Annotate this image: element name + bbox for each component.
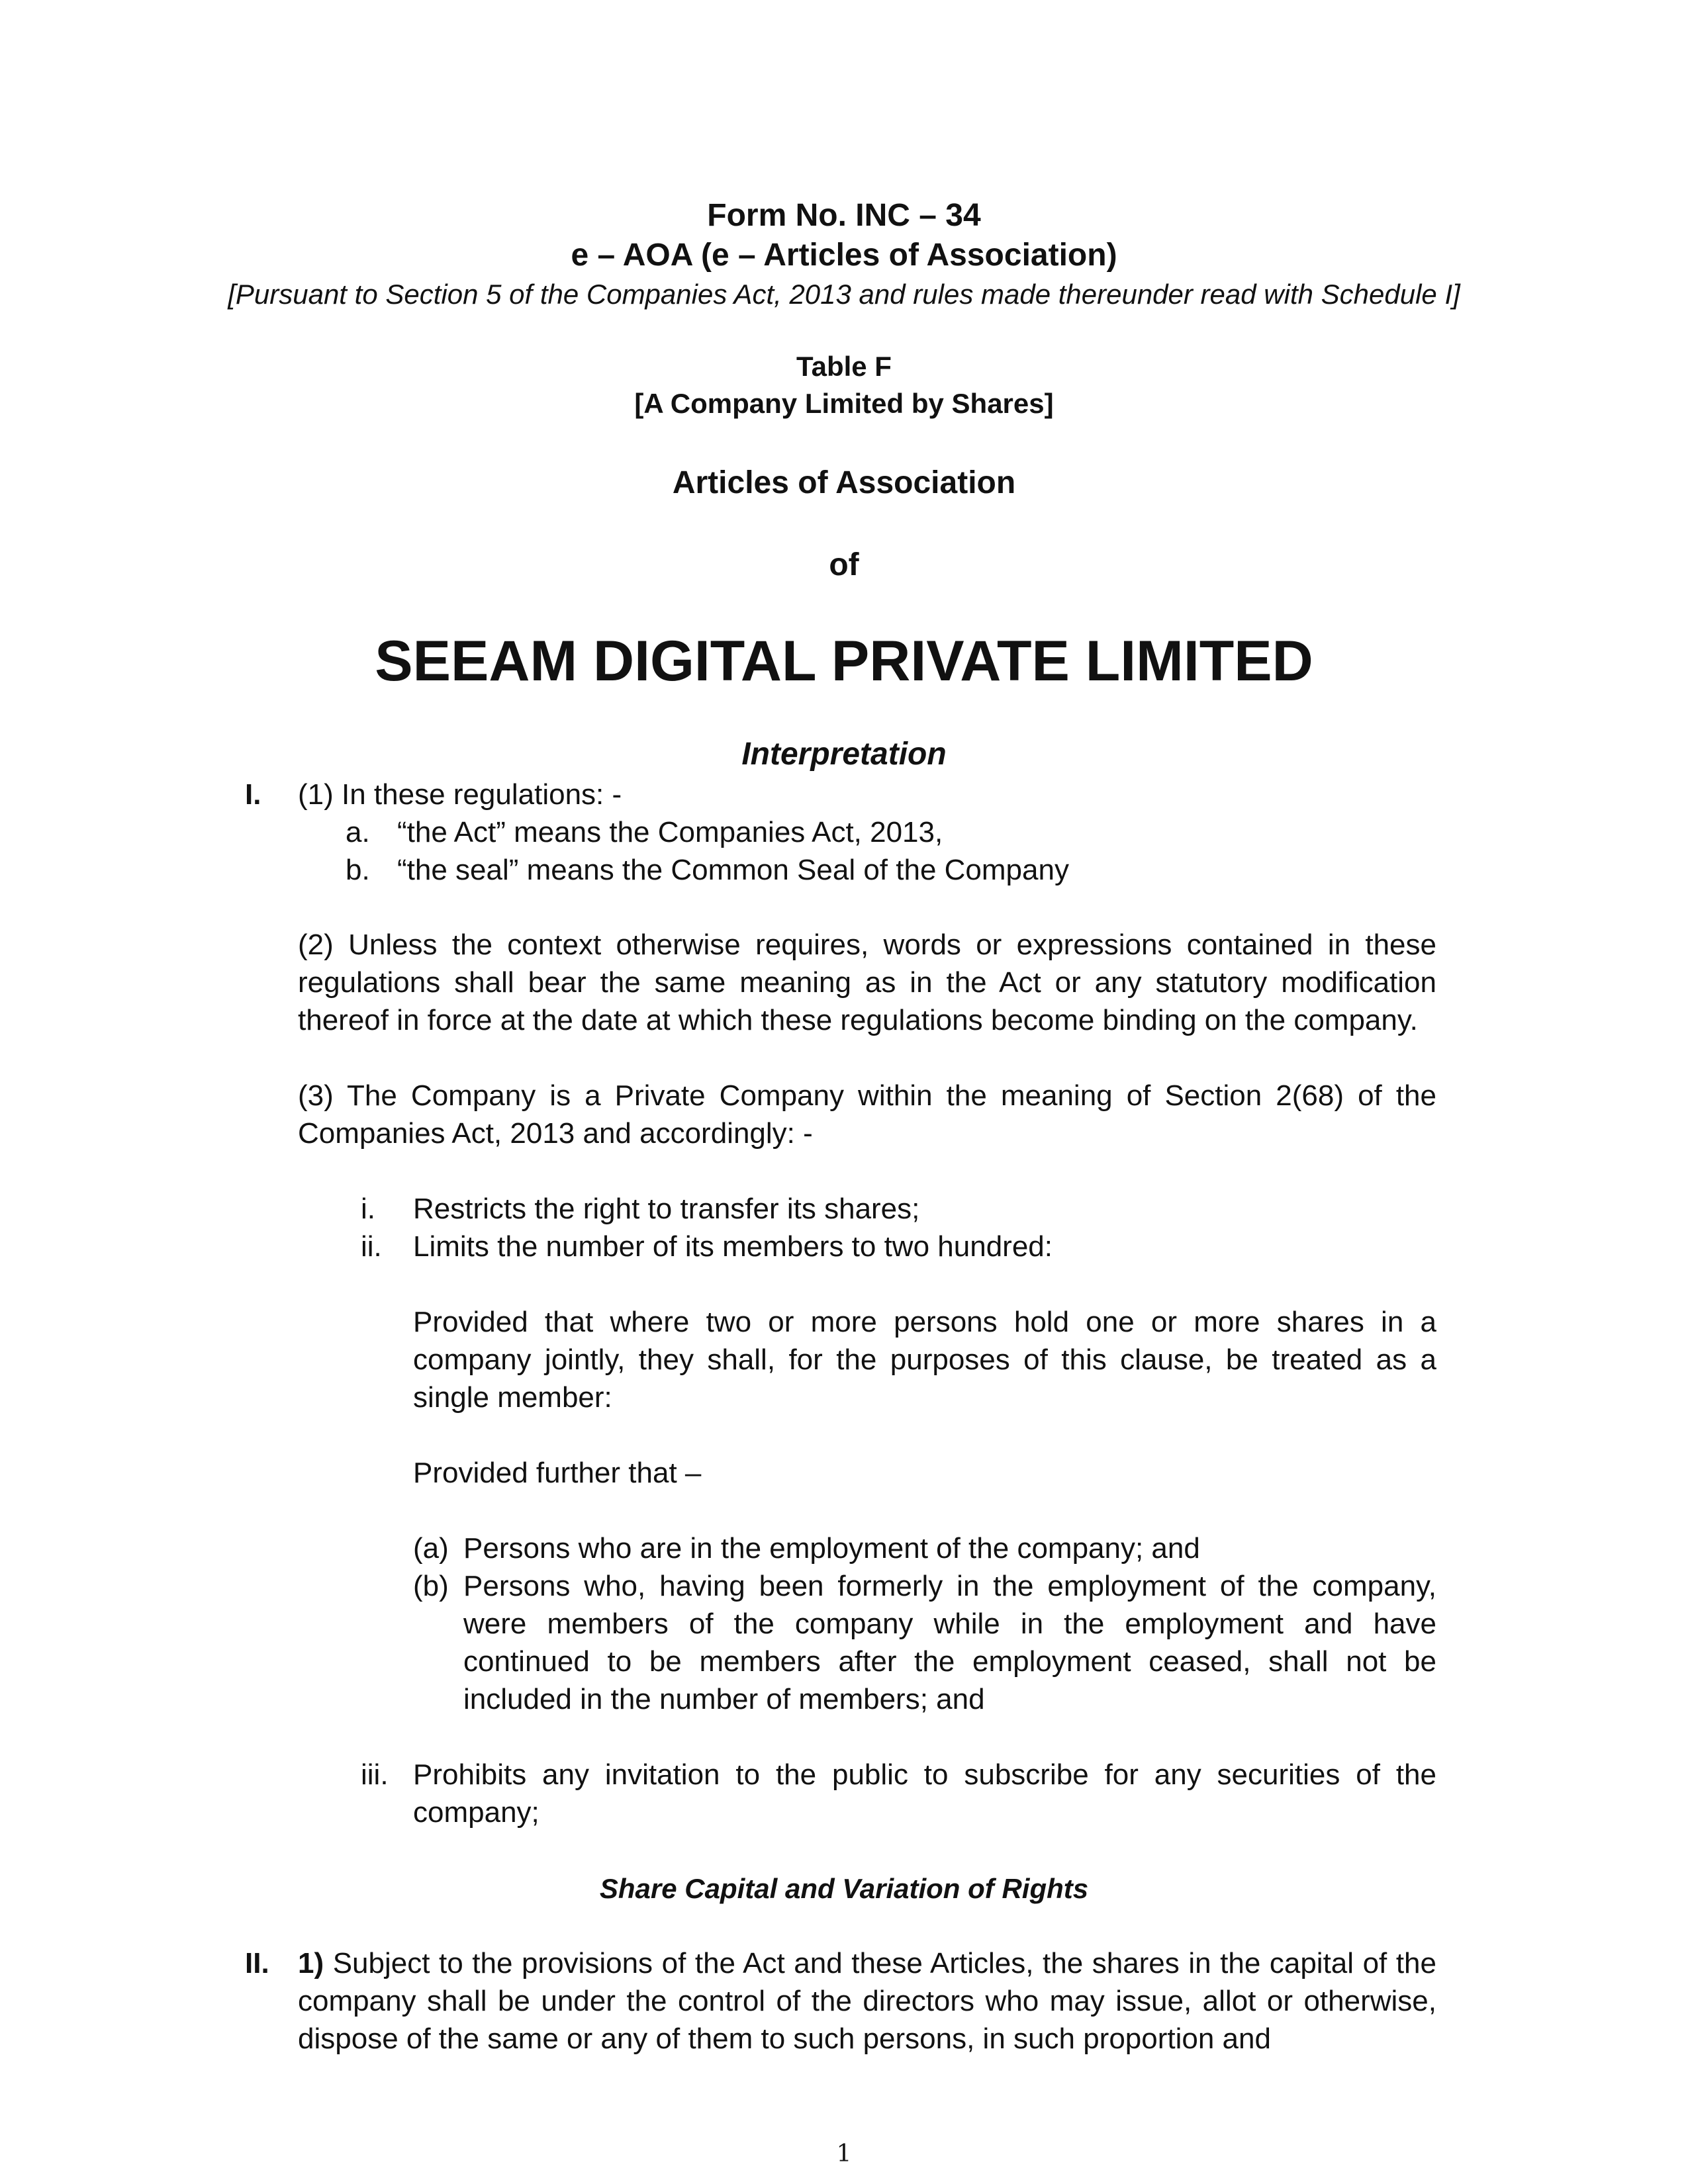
clause-1-intro: (1) In these regulations: - <box>298 778 622 811</box>
proviso-paragraph: Provided that where two or more persons hold one or more shares in a company jointly, they shall, for the purposes of this clause, be treated as a single member: <box>413 1306 1436 1414</box>
clause-number: 1) <box>298 1947 324 1979</box>
definition-label: a. <box>346 816 370 848</box>
item-text: Limits the number of its members to two hundred: <box>413 1230 1053 1263</box>
table-label: Table F <box>796 351 892 382</box>
definition-label: b. <box>346 854 370 886</box>
form-title: e – AOA (e – Articles of Association) <box>571 238 1117 273</box>
clause-text: Subject to the provisions of the Act and these Articles, the shares in the capital of the company shall be under the control of the directors who may issue, allot or otherwise, dispose of the same or any of them to such persons, in such proportion and <box>298 1947 1436 2055</box>
pursuant-note: [Pursuant to Section 5 of the Companies Act, 2013 and rules made thereunder read with Schedule I] <box>228 279 1460 310</box>
item-label: i. <box>361 1193 375 1225</box>
item-text: Prohibits any invitation to the public to subscribe for any securities of the company; <box>413 1758 1436 1829</box>
interpretation-heading: Interpretation <box>741 737 947 772</box>
item-text: Restricts the right to transfer its shares; <box>413 1193 920 1225</box>
subitem-text: Persons who are in the employment of the company; and <box>463 1532 1200 1565</box>
subitem-label: (b) <box>413 1570 449 1602</box>
company-type: [A Company Limited by Shares] <box>634 388 1054 419</box>
item-label: iii. <box>361 1758 389 1791</box>
share-capital-clause <box>298 1944 1436 2058</box>
of-word: of <box>829 547 859 582</box>
aoa-title: Articles of Association <box>672 465 1016 500</box>
page-number: 1 <box>836 2140 852 2167</box>
subitem-label: (a) <box>413 1532 449 1565</box>
item-label: ii. <box>361 1230 382 1263</box>
clause-2-paragraph: (2) Unless the context otherwise requires, words or expressions contained in these regulations shall bear the same meaning as in the Act or any statutory modification thereof in force at the date at which these regulations become binding on the company. <box>298 929 1436 1036</box>
article-number: II. <box>245 1947 269 1979</box>
subitem-text: Persons who, having been formerly in the employment of the company, were members of the company while in the employment and have continued to be members after the employment ceased, shall not be included in the number of members; and <box>463 1570 1436 1715</box>
company-name: SEEAM DIGITAL PRIVATE LIMITED <box>375 629 1313 693</box>
definition-text: “the Act” means the Companies Act, 2013, <box>397 816 943 848</box>
form-number: Form No. INC – 34 <box>707 198 981 233</box>
proviso-further: Provided further that – <box>413 1457 702 1489</box>
clause-3-paragraph: (3) The Company is a Private Company within the meaning of Section 2(68) of the Companies Act, 2013 and accordingly: - <box>298 1079 1436 1150</box>
share-capital-heading: Share Capital and Variation of Rights <box>599 1873 1089 1904</box>
article-number: I. <box>245 778 261 811</box>
definition-text: “the seal” means the Common Seal of the Company <box>397 854 1069 886</box>
